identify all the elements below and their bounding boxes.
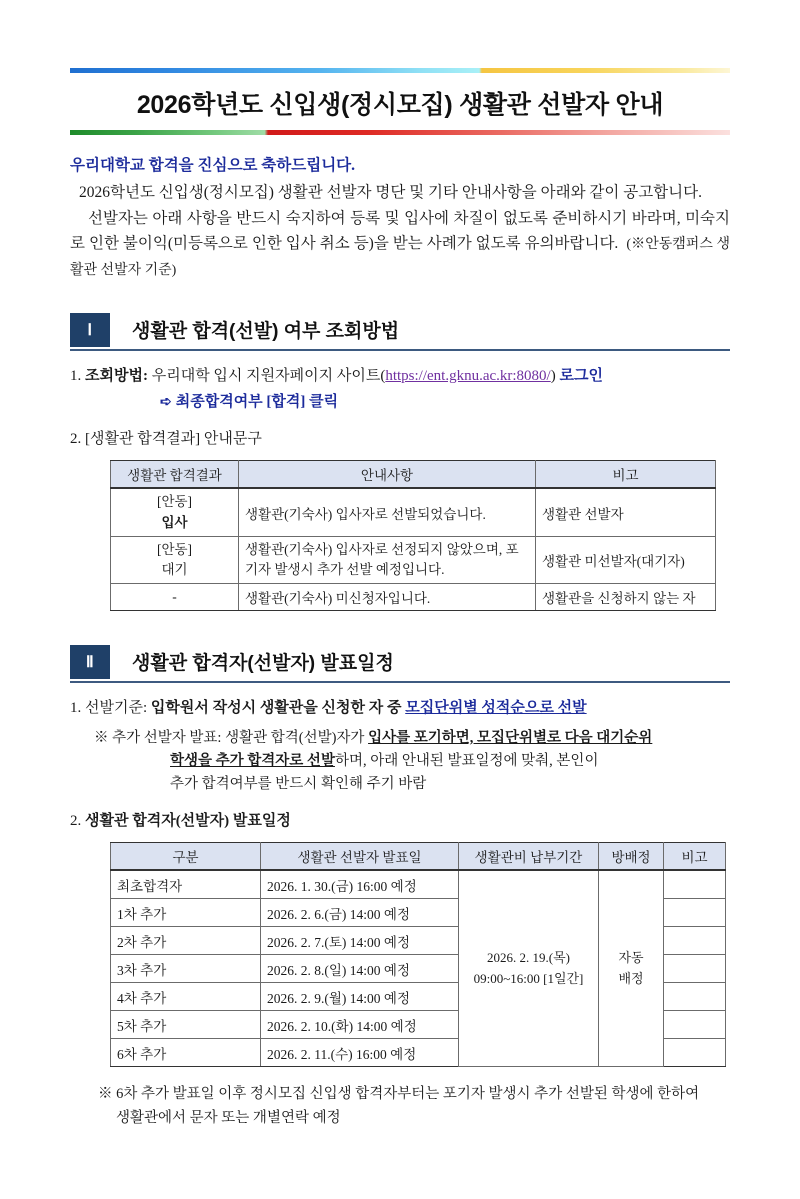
page-title: 2026학년도 신입생(정시모집) 생활관 선발자 안내 [136, 91, 664, 119]
room-assign-line-1: 자동 [618, 950, 644, 966]
cell-notice: 생활관(기숙사) 입사자로 선정되지 않았으며, 포기자 발생시 추가 선발 예정입니다. [239, 536, 536, 584]
intro-block [70, 153, 730, 283]
cell-remark [664, 870, 726, 899]
table-header-row [111, 461, 716, 489]
section-2-item-2-number: 2. [70, 813, 82, 830]
result-line-2: 입사 [161, 514, 188, 530]
section-1-body [70, 365, 730, 612]
footnote-marker: ※ [98, 1086, 113, 1103]
footnote-line-2: 생활관에서 문자 또는 개별연락 예정 [116, 1109, 341, 1126]
cell-date: 2026. 2. 7.(토) 14:00 예정 [261, 927, 459, 955]
note-second-line [94, 750, 730, 773]
cell-gubun: 5차 추가 [111, 1011, 261, 1039]
cell-date: 2026. 1. 30.(금) 16:00 예정 [261, 870, 459, 899]
cell-room-assign [599, 870, 664, 1067]
note-part-1: 생활관 합격(선발)자가 [225, 729, 365, 746]
congratulations-text: 우리대학교 합격을 진심으로 축하드립니다. [70, 157, 356, 174]
section-2-item-1-text: 입학원서 작성시 생활관을 신청한 자 중 [150, 700, 402, 717]
cell-date: 2026. 2. 10.(화) 14:00 예정 [261, 1011, 459, 1039]
room-assign-line-2: 배정 [618, 970, 644, 986]
th-announce-date: 생활관 선발자 발표일 [261, 843, 459, 871]
note-third-line: 추가 합격여부를 반드시 확인해 주기 바람 [170, 776, 427, 793]
title-rule-bottom [70, 130, 730, 135]
intro-paragraph-2-note: (※안동캠퍼스 생활관 선발자 기준) [70, 237, 730, 278]
cell-remark: 생활관을 신청하지 않는 자 [536, 584, 716, 611]
cell-result: - [111, 584, 239, 611]
schedule-table-wrap [110, 842, 730, 1067]
announcement-schedule-table [110, 842, 726, 1067]
section-1-item-1-paren: ) [550, 367, 556, 384]
th-remark: 비고 [536, 461, 716, 489]
section-1-header [70, 313, 730, 351]
applicant-page-link[interactable]: https://ent.gknu.ac.kr:8080/ [385, 367, 551, 384]
cell-date: 2026. 2. 11.(수) 16:00 예정 [261, 1039, 459, 1067]
section-2-header [70, 645, 730, 683]
table-row [111, 870, 726, 899]
cell-remark [664, 899, 726, 927]
cell-gubun: 1차 추가 [111, 899, 261, 927]
document-page [0, 68, 800, 1199]
section-1-item-1-label: 조회방법: [85, 367, 148, 384]
cell-result [111, 488, 239, 536]
cell-date: 2026. 2. 8.(일) 14:00 예정 [261, 955, 459, 983]
th-remark: 비고 [664, 843, 726, 871]
cell-date: 2026. 2. 9.(월) 14:00 예정 [261, 983, 459, 1011]
cell-gubun: 2차 추가 [111, 927, 261, 955]
table-row [111, 536, 716, 584]
section-1-badge: Ⅰ [70, 313, 110, 347]
table-row [111, 584, 716, 611]
cell-result [111, 536, 239, 584]
section-1-item-1 [70, 365, 730, 415]
cell-gubun: 3차 추가 [111, 955, 261, 983]
cell-remark [664, 927, 726, 955]
section-1-item-1-substep [70, 391, 730, 414]
cell-gubun: 최초합격자 [111, 870, 261, 899]
cell-remark [664, 983, 726, 1011]
result-line-1: [안동] [156, 494, 193, 510]
cell-notice: 생활관(기숙사) 입사자로 선발되었습니다. [239, 488, 536, 536]
intro-paragraph-2-main: 선발자는 아래 사항을 반드시 숙지하여 등록 및 입사에 차질이 없도록 준비하시기 바라며, 미숙지로 인한 불이익(미등록으로 인한 입사 취소 등)을 받는 사례가 없도록 유의바랍니다. [70, 210, 730, 253]
section-2-item-1 [70, 697, 730, 720]
note-first-line [94, 727, 730, 750]
note-part-2: 하며, 아래 안내된 발표일정에 맞춰, 본인이 [334, 752, 599, 769]
result-line-2: 대기 [161, 562, 188, 578]
note-underline-1: 입사를 포기하면, 모집단위별로 다음 대기순위 [368, 729, 653, 746]
th-result: 생활관 합격결과 [111, 461, 239, 489]
section-2-title: 생활관 합격자(선발자) 발표일정 [132, 653, 394, 675]
intro-paragraph-1: 2026학년도 신입생(정시모집) 생활관 선발자 명단 및 기타 안내사항을 아래와 같이 공고합니다. [79, 184, 702, 202]
login-label: 로그인 [559, 367, 603, 384]
table-row [111, 488, 716, 536]
section-2-footnote [98, 1083, 738, 1129]
cell-remark [664, 1011, 726, 1039]
section-1-title: 생활관 합격(선발) 여부 조회방법 [132, 320, 400, 342]
result-line-1: [안동] [156, 541, 193, 557]
cell-remark: 생활관 미선발자(대기자) [536, 536, 716, 584]
section-2-item-1-number: 1. [70, 700, 82, 717]
section-1-item-2-number: 2. [70, 431, 82, 448]
th-payment-period: 생활관비 납부기간 [459, 843, 599, 871]
th-room-assign: 방배정 [599, 843, 664, 871]
cell-date: 2026. 2. 6.(금) 14:00 예정 [261, 899, 459, 927]
note-lead: 추가 선발자 발표: [112, 729, 222, 746]
title-block [70, 68, 730, 135]
th-gubun: 구분 [111, 843, 261, 871]
section-2-item-2 [70, 810, 730, 833]
section-2-note [70, 727, 730, 797]
arrow-right-icon: ➪ [160, 394, 172, 410]
intro-paragraph-2 [70, 206, 730, 282]
section-2-item-1-label: 선발기준: [85, 700, 148, 717]
section-2-body [70, 697, 730, 1129]
cell-gubun: 4차 추가 [111, 983, 261, 1011]
section-1-item-2 [70, 428, 730, 451]
cell-gubun: 6차 추가 [111, 1039, 261, 1067]
cell-remark: 생활관 선발자 [536, 488, 716, 536]
section-2-item-2-label: 생활관 합격자(선발자) 발표일정 [85, 813, 291, 830]
th-notice: 안내사항 [239, 461, 536, 489]
section-2-badge: Ⅱ [70, 645, 110, 679]
table-header-row [111, 843, 726, 871]
section-1-item-1-text: 우리대학 입시 지원자페이지 사이트( [151, 367, 386, 384]
section-1-item-1-substep-text: 최종합격여부 [합격] 클릭 [175, 393, 339, 410]
note-marker: ※ [94, 729, 109, 746]
cell-payment-period [459, 870, 599, 1067]
cell-notice: 생활관(기숙사) 미신청자입니다. [239, 584, 536, 611]
payment-period-line-2: 09:00~16:00 [1일간] [473, 970, 584, 986]
result-message-table [110, 460, 716, 611]
section-1-item-1-number: 1. [70, 367, 82, 384]
result-message-table-wrap [110, 460, 730, 611]
cell-remark [664, 1039, 726, 1067]
note-underline-2: 학생을 추가 합격자로 선발 [170, 752, 335, 769]
section-1-item-2-label: [생활관 합격결과] 안내문구 [85, 431, 262, 448]
selection-criteria-emphasis: 모집단위별 성적순으로 선발 [405, 700, 587, 717]
payment-period-line-1: 2026. 2. 19.(목) [487, 950, 570, 966]
cell-remark [664, 955, 726, 983]
footnote-line-1: 6차 추가 발표일 이후 정시모집 신입생 합격자부터는 포기자 발생시 추가 선발된 학생에 한하여 [116, 1086, 700, 1103]
